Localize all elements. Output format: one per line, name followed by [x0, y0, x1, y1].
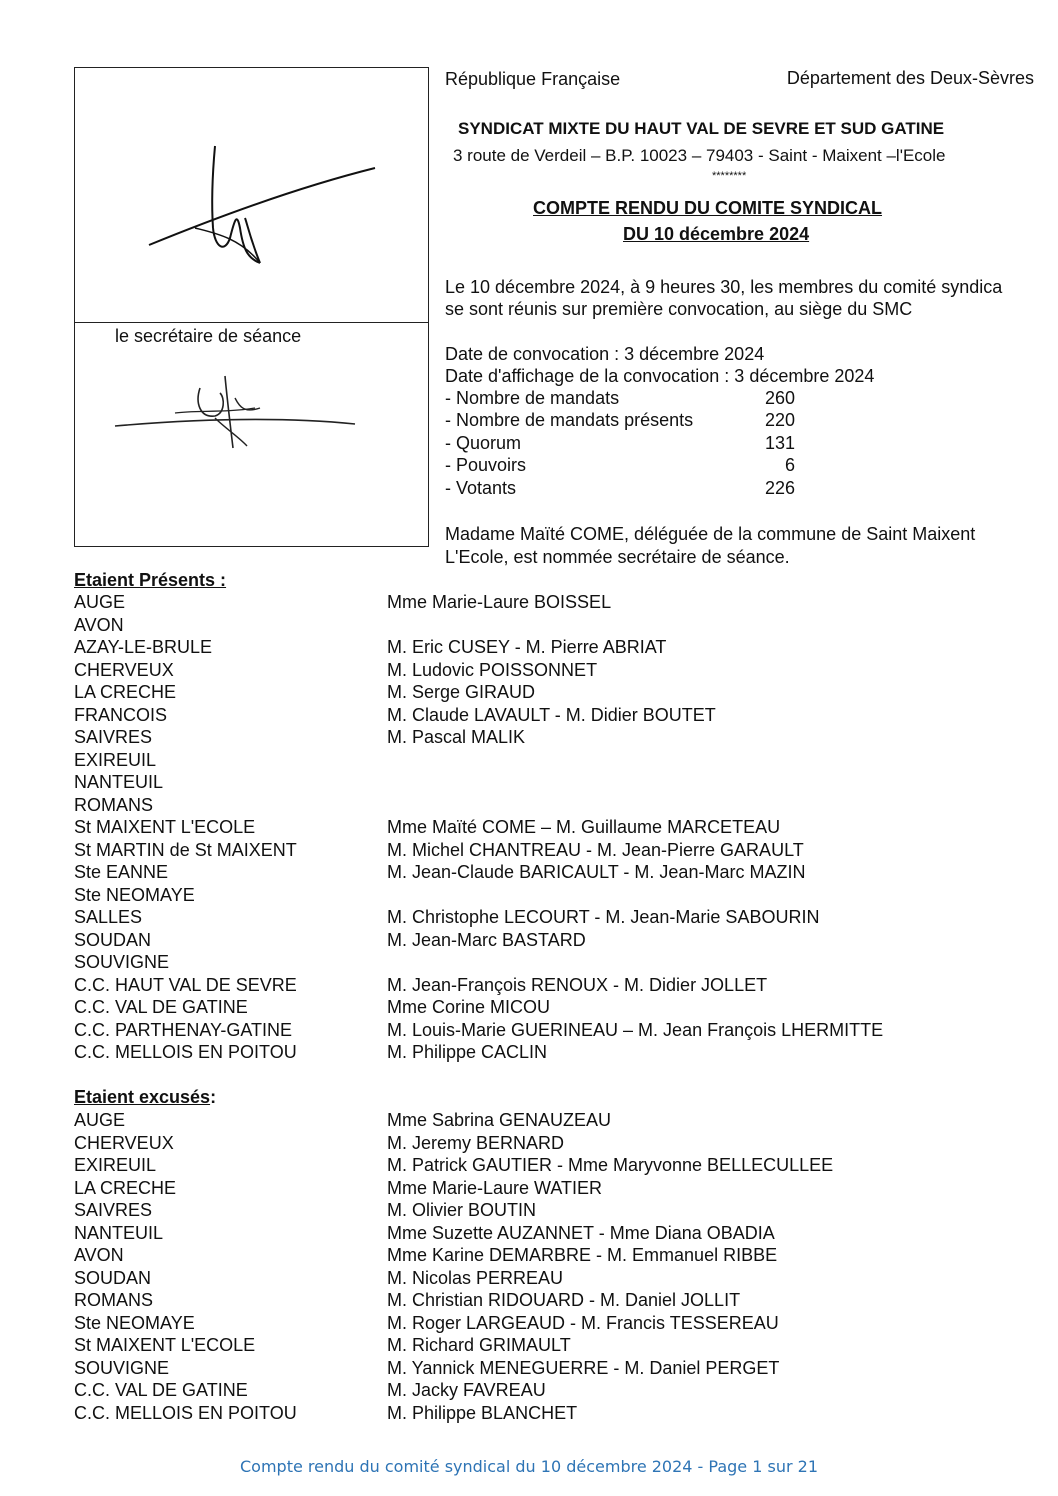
delegate-names: [387, 794, 883, 817]
commune-name: LA CRECHE: [74, 682, 177, 702]
intro-line-1: Le 10 décembre 2024, à 9 heures 30, les membres du comité syndica: [445, 277, 1003, 297]
commune-name: AZAY-LE-BRULE: [74, 637, 213, 657]
stat-value: 131: [764, 433, 795, 453]
present-communes-list: [74, 591, 297, 1064]
commune-name: SALLES: [74, 907, 143, 927]
delegate-names: M. Jean-Claude BARICAULT - M. Jean-Marc MAZIN: [387, 862, 806, 882]
commune-name: NANTEUIL: [74, 1222, 164, 1243]
commune-name: CHERVEUX: [74, 659, 174, 680]
page-footer: Compte rendu du comité syndical du 10 décembre 2024 - Page 1 sur 21: [240, 1457, 818, 1476]
stat-label: - Pouvoirs: [445, 455, 527, 475]
secretary-label: le secrétaire de séance: [115, 326, 302, 346]
commune-name: AVON: [74, 1245, 124, 1265]
excused-communes-list: [74, 1109, 297, 1424]
delegate-names: M. Louis-Marie GUERINEAU – M. Jean François LHERMITTE: [387, 1019, 884, 1040]
delegate-names: Mme Karine DEMARBRE - M. Emmanuel RIBBE: [387, 1245, 778, 1265]
commune-name: AUGE: [74, 1110, 126, 1130]
delegate-names: M. Jeremy BERNARD: [387, 1132, 565, 1153]
commune-name: LA CRECHE: [74, 1177, 177, 1198]
org-name: SYNDICAT MIXTE DU HAUT VAL DE SEVRE ET SUD GATINE: [458, 119, 945, 138]
delegate-names: [387, 749, 883, 772]
present-names-list: [387, 591, 883, 1064]
delegate-names: M. Christian RIDOUARD - M. Daniel JOLLIT: [387, 1290, 741, 1310]
delegate-names: M. Ludovic POISSONNET: [387, 659, 598, 680]
delegate-names: M. Pascal MALIK: [387, 727, 526, 747]
commune-name: AUGE: [74, 592, 126, 612]
stat-row: [445, 410, 805, 432]
excused-heading-wrap: [74, 1087, 216, 1108]
commune-name: C.C. PARTHENAY-GATINE: [74, 1019, 293, 1040]
delegate-names: M. Michel CHANTREAU - M. Jean-Pierre GARAULT: [387, 839, 804, 860]
commune-name: Ste EANNE: [74, 862, 169, 882]
president-signature: [75, 68, 427, 318]
republic-label: République Française: [445, 69, 621, 89]
stat-row: [445, 478, 805, 500]
commune-name: FRANCOIS: [74, 704, 168, 725]
delegate-names: M. Jean-Marc BASTARD: [387, 929, 586, 950]
stat-row: [445, 455, 805, 477]
excused-heading: Etaient excusés: [74, 1087, 211, 1107]
commune-name: St MAIXENT L'ECOLE: [74, 817, 256, 837]
delegate-names: M. Nicolas PERREAU: [387, 1267, 564, 1288]
org-address: 3 route de Verdeil – B.P. 10023 – 79403 - Saint - Maixent –l'Ecole: [453, 146, 946, 165]
commune-name: C.C. MELLOIS EN POITOU: [74, 1042, 297, 1062]
intro-line-2: se sont réunis sur première convocation, au siège du SMC: [445, 299, 913, 319]
delegate-names: Mme Suzette AUZANNET - Mme Diana OBADIA: [387, 1222, 775, 1243]
commune-name: EXIREUIL: [74, 1155, 157, 1175]
commune-name: EXIREUIL: [74, 749, 157, 770]
delegate-names: [387, 884, 883, 907]
stat-row: [445, 388, 805, 410]
delegate-names: M. Jacky FAVREAU: [387, 1380, 546, 1400]
delegate-names: M. Claude LAVAULT - M. Didier BOUTET: [387, 704, 716, 725]
commune-name: SOUVIGNE: [74, 1357, 170, 1378]
commune-name: SAIVRES: [74, 727, 153, 747]
delegate-names: [387, 771, 883, 794]
stat-value: 260: [764, 388, 795, 408]
commune-name: C.C. VAL DE GATINE: [74, 1380, 248, 1400]
stat-value: 220: [764, 410, 795, 430]
commune-name: SOUDAN: [74, 929, 152, 950]
stat-value: 226: [764, 478, 795, 498]
signature-divider: [75, 322, 428, 323]
delegate-names: M. Richard GRIMAULT: [387, 1335, 571, 1355]
commune-name: C.C. VAL DE GATINE: [74, 997, 248, 1017]
delegate-names: M. Serge GIRAUD: [387, 682, 536, 702]
stat-label: - Quorum: [445, 433, 522, 453]
delegate-names: M. Christophe LECOURT - M. Jean-Marie SABOURIN: [387, 907, 820, 927]
delegate-names: M. Yannick MENEGUERRE - M. Daniel PERGET: [387, 1357, 780, 1378]
commune-name: C.C. MELLOIS EN POITOU: [74, 1402, 297, 1423]
commune-name: St MAIXENT L'ECOLE: [74, 1335, 256, 1355]
document-title: COMPTE RENDU DU COMITE SYNDICAL: [533, 198, 883, 218]
secretary-text-line-1: Madame Maïté COME, déléguée de la commune de Saint Maixent: [445, 524, 976, 544]
stat-label: - Nombre de mandats: [445, 388, 620, 408]
delegate-names: M. Roger LARGEAUD - M. Francis TESSEREAU: [387, 1312, 779, 1333]
convocation-date: Date de convocation : 3 décembre 2024: [445, 344, 765, 364]
delegate-names: M. Patrick GAUTIER - Mme Maryvonne BELLECULLEE: [387, 1155, 834, 1175]
excused-heading-colon: :: [210, 1087, 217, 1107]
commune-name: Ste NEOMAYE: [74, 884, 195, 905]
stat-row: [445, 433, 805, 455]
delegate-names: M. Olivier BOUTIN: [387, 1200, 537, 1220]
commune-name: Ste NEOMAYE: [74, 1312, 195, 1333]
delegate-names: [387, 614, 883, 637]
delegate-names: Mme Maïté COME – M. Guillaume MARCETEAU: [387, 817, 781, 837]
commune-name: ROMANS: [74, 794, 154, 815]
document-date: DU 10 décembre 2024: [623, 224, 810, 244]
commune-name: NANTEUIL: [74, 772, 164, 792]
delegate-names: M. Philippe CACLIN: [387, 1042, 548, 1062]
delegate-names: Mme Marie-Laure WATIER: [387, 1177, 603, 1198]
stat-label: - Nombre de mandats présents: [445, 410, 694, 430]
commune-name: SOUVIGNE: [74, 952, 170, 972]
affichage-date: Date d'affichage de la convocation : 3 décembre 2024: [445, 366, 875, 386]
commune-name: AVON: [74, 614, 124, 635]
delegate-names: M. Eric CUSEY - M. Pierre ABRIAT: [387, 637, 667, 657]
delegate-names: M. Philippe BLANCHET: [387, 1402, 578, 1423]
secretary-text-line-2: L'Ecole, est nommée secrétaire de séance.: [445, 547, 790, 567]
delegate-names: M. Jean-François RENOUX - M. Didier JOLLET: [387, 974, 768, 995]
commune-name: SOUDAN: [74, 1267, 152, 1288]
commune-name: St MARTIN de St MAIXENT: [74, 839, 297, 860]
secretary-signature: [75, 368, 427, 488]
stat-label: - Votants: [445, 478, 517, 498]
commune-name: ROMANS: [74, 1290, 154, 1310]
delegate-names: Mme Sabrina GENAUZEAU: [387, 1110, 612, 1130]
excused-names-list: [387, 1109, 833, 1424]
commune-name: CHERVEUX: [74, 1132, 174, 1153]
signature-box: [74, 67, 429, 547]
delegate-names: [387, 951, 883, 974]
present-heading: Etaient Présents :: [74, 570, 227, 590]
commune-name: SAIVRES: [74, 1200, 153, 1220]
delegate-names: Mme Corine MICOU: [387, 997, 551, 1017]
delegate-names: Mme Marie-Laure BOISSEL: [387, 592, 612, 612]
commune-name: C.C. HAUT VAL DE SEVRE: [74, 974, 297, 995]
stat-value: 6: [784, 455, 795, 475]
department-label: Département des Deux-Sèvres: [786, 68, 1034, 88]
separator-stars: ********: [712, 170, 747, 182]
